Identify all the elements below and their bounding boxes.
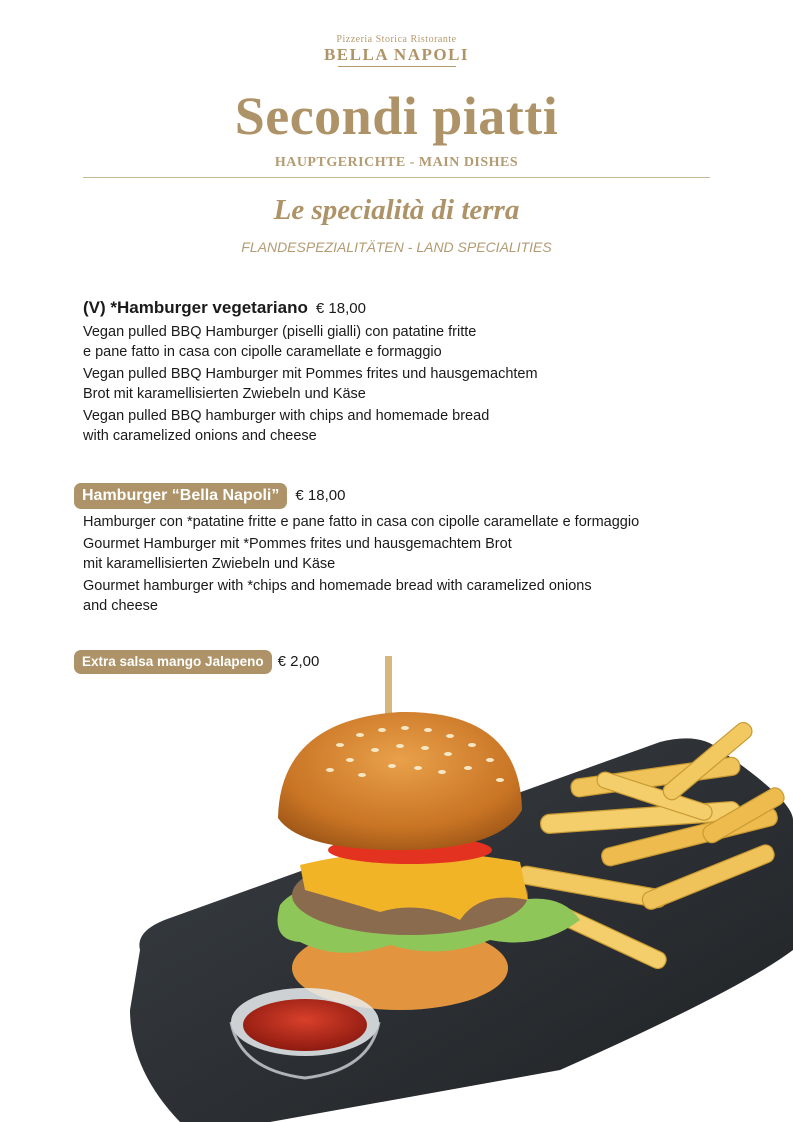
item-name-badge: Hamburger “Bella Napoli” [74, 483, 287, 509]
item-price: € 18,00 [295, 487, 346, 504]
item-desc-en: Vegan pulled BBQ hamburger with chips and homemade bread with caramelized onions and cheese [83, 408, 490, 444]
item-desc-it: Hamburger con *patatine fritte e pane fatto in casa con cipolle caramellate e formaggio [83, 514, 640, 530]
section-title: Le specialità di terra [273, 194, 520, 226]
burger-photo [100, 650, 793, 1122]
menu-item-bella-napoli [83, 483, 639, 618]
item-desc-en: Gourmet hamburger with *chips and homemade bread with caramelized onions and cheese [83, 578, 592, 614]
top-bun [278, 712, 522, 850]
header-divider [83, 177, 710, 178]
logo-rule [338, 66, 456, 67]
restaurant-logo [0, 34, 793, 67]
page-subtitle: HAUPTGERICHTE - MAIN DISHES [274, 155, 519, 170]
item-desc-it: Vegan pulled BBQ Hamburger (piselli gialli) con patatine fritte e pane fatto in casa con cipolle caramellate e formaggio [83, 324, 477, 360]
item-desc-de: Gourmet Hamburger mit *Pommes frites und hausgemachtem Brot mit karamellisierten Zwiebeln und Käse [83, 536, 512, 572]
item-price: € 18,00 [315, 300, 366, 317]
extra-price: € 2,00 [277, 653, 320, 670]
page-title: Secondi piatti [234, 86, 559, 146]
section-subtitle: FLANDESPEZIALITÄTEN - LAND SPECIALITIES [241, 239, 552, 255]
item-name: (V) *Hamburger vegetariano [83, 298, 308, 317]
sauce [243, 999, 367, 1051]
logo-tagline: Pizzeria Storica Ristorante [336, 34, 457, 45]
extra-name-badge: Extra salsa mango Jalapeno [74, 650, 272, 674]
logo-name: BELLA NAPOLI [323, 45, 470, 64]
item-desc-de: Vegan pulled BBQ Hamburger mit Pommes frites und hausgemachtem Brot mit karamellisierten Zwiebeln und Käse [83, 366, 538, 402]
menu-item-vegetarian [83, 298, 538, 448]
